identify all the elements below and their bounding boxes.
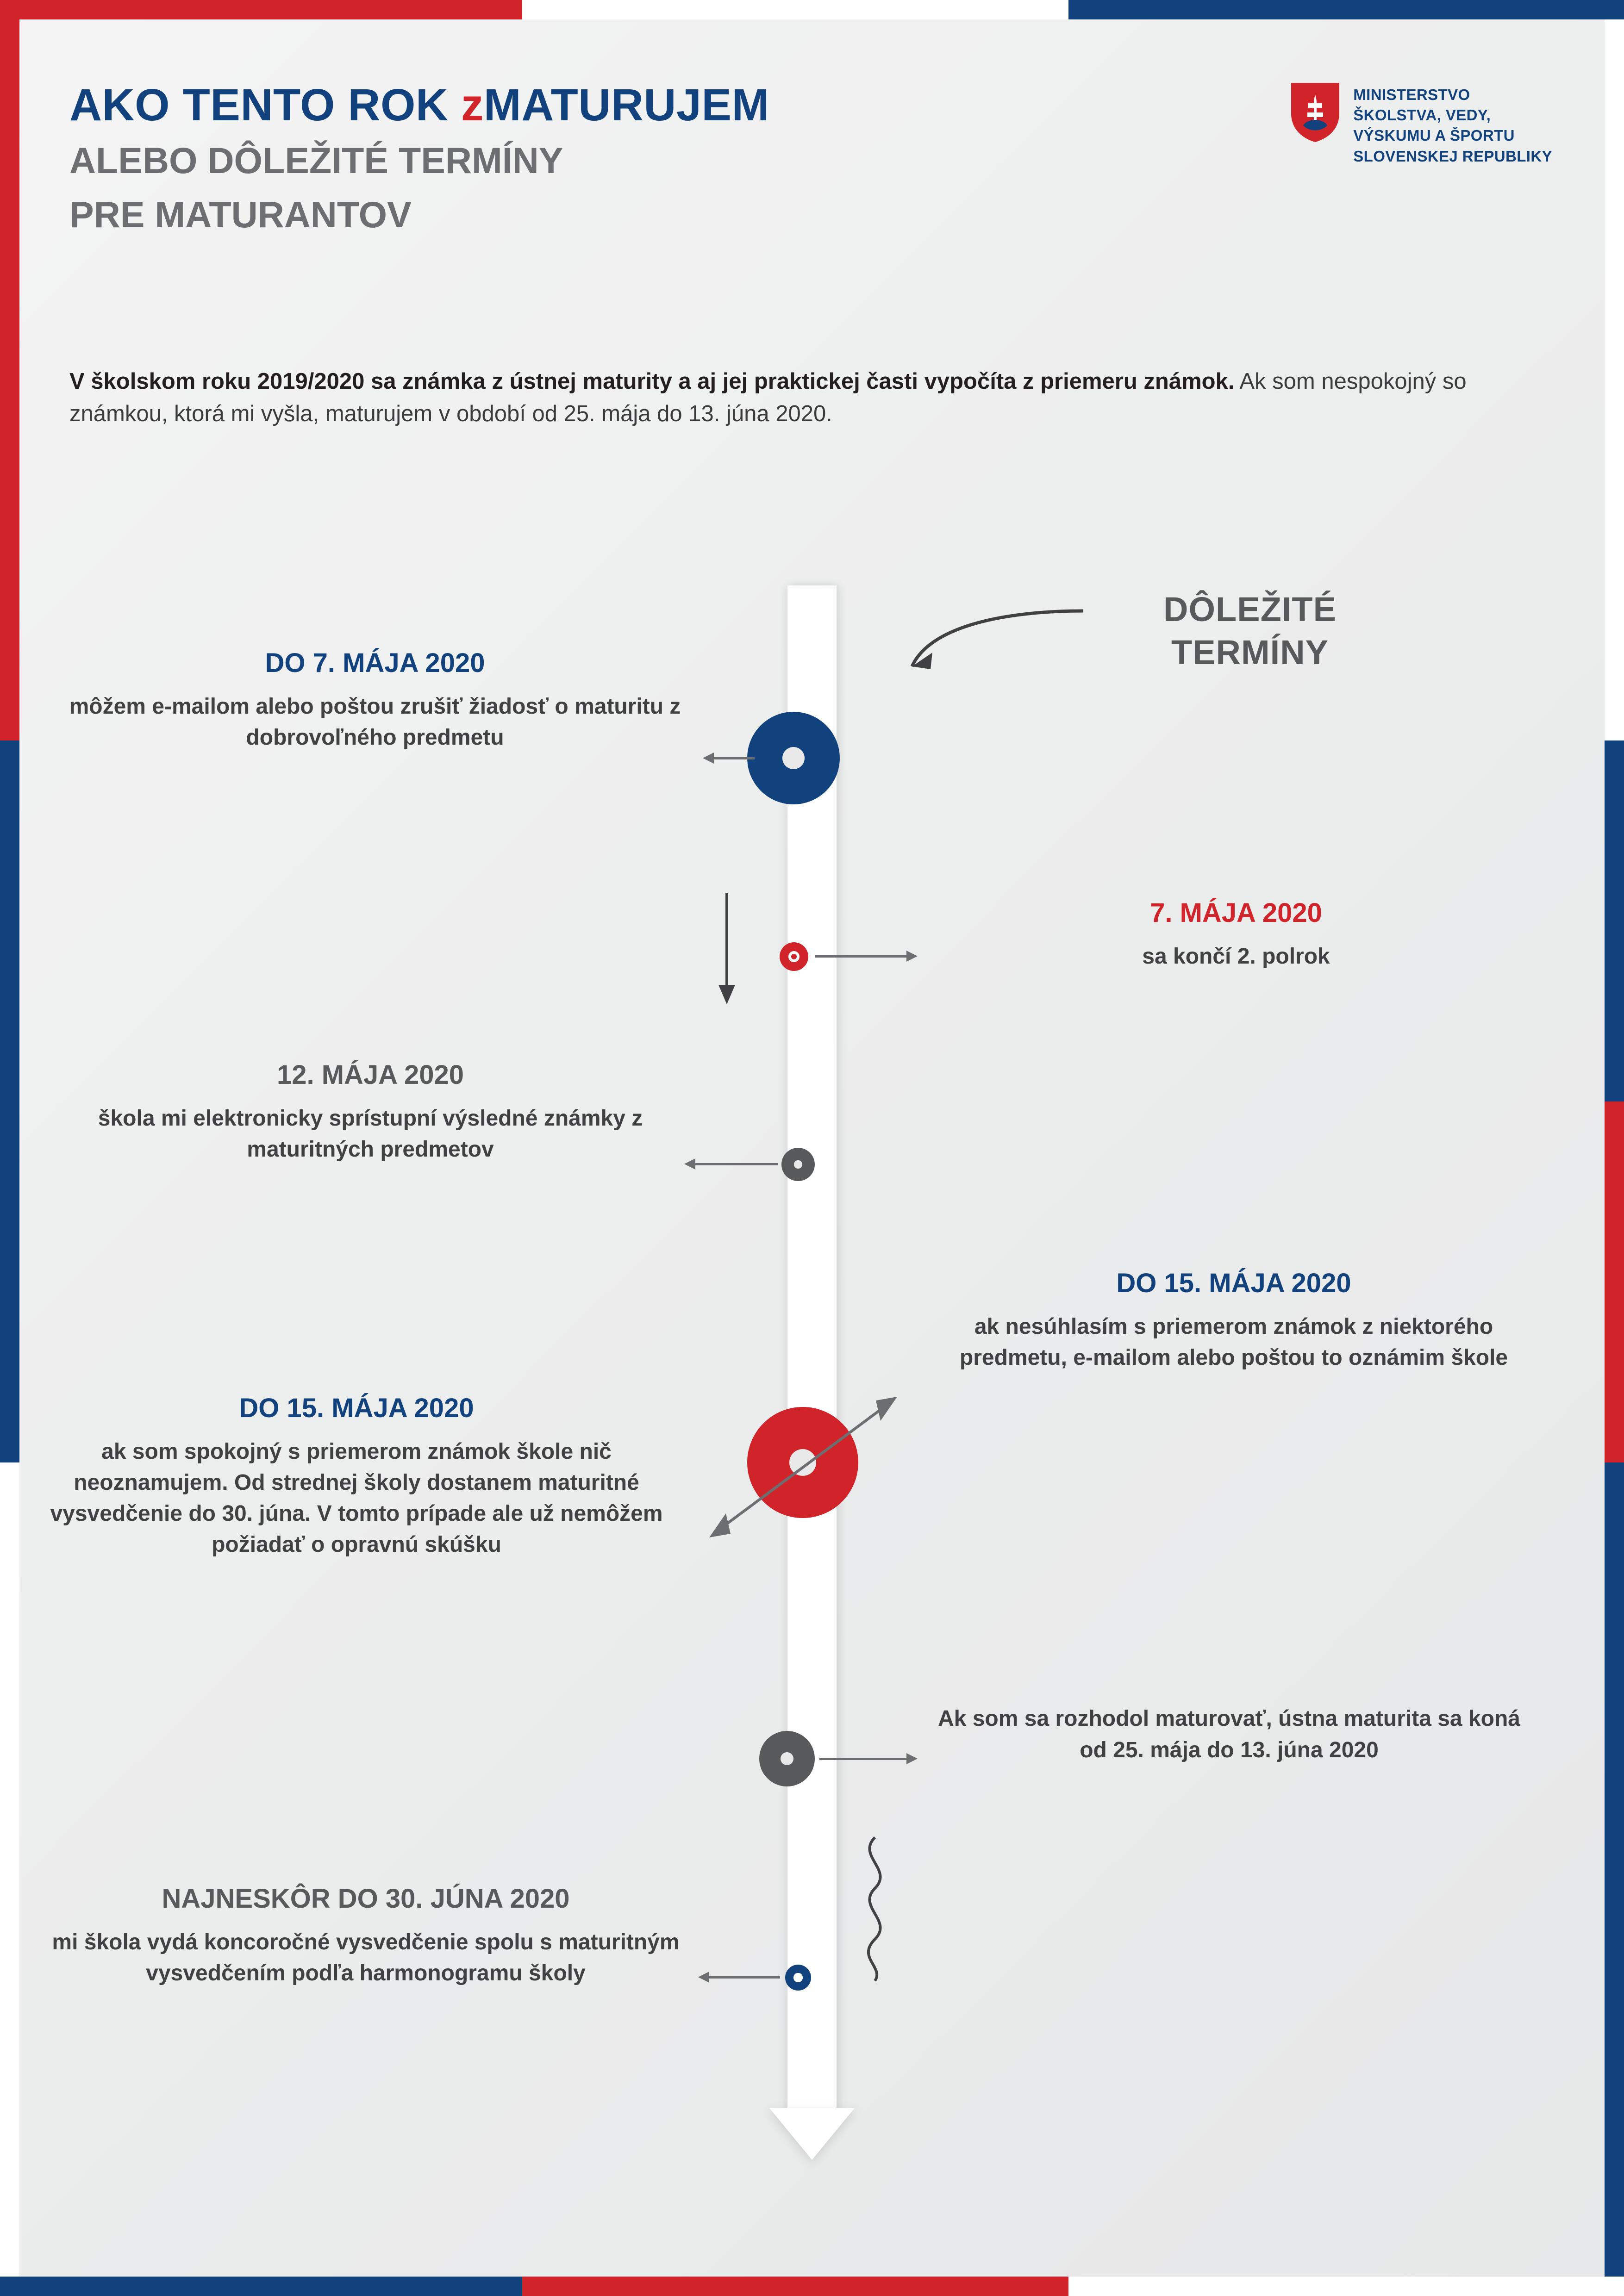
timeline-node-6 (759, 1731, 815, 1786)
bottom-bar-white (1068, 2277, 1624, 2296)
title-line-1-part-b: MATURUJEM (483, 80, 769, 130)
ministry-logo (1289, 81, 1552, 167)
ministry-line-3: VÝSKUMU A ŠPORTU (1353, 127, 1515, 144)
timeline-node-3 (781, 1148, 815, 1181)
page-title (69, 81, 1134, 238)
timeline-entry-4-desc: ak nesúhlasím s priemerom známok z niektorého predmetu, e-mailom alebo poštou to oznámim škole (959, 1314, 1508, 1370)
section-label-line-2: TERMÍNY (1171, 633, 1329, 672)
left-strip-blue (0, 740, 19, 1462)
timeline-node-1 (747, 712, 840, 804)
title-line-1-part-a: AKO TENTO ROK (69, 80, 461, 130)
timeline-node-7 (785, 1965, 811, 1991)
ministry-name (1353, 81, 1552, 167)
timeline-node-7-core (793, 1973, 802, 1982)
timeline-entry-6-desc: Ak som sa rozhodol maturovať, ústna maturita sa koná od 25. mája do 13. júna 2020 (938, 1706, 1520, 1763)
title-line-3: PRE MATURANTOV (69, 193, 412, 235)
top-bar-blue (1068, 0, 1624, 19)
intro-rest: Ak som nespokojný so známkou, ktorá mi vyšla, maturujem v období od 25. mája do 13. júna 2020. (69, 369, 1467, 426)
timeline-axis (787, 585, 837, 2113)
intro-paragraph (69, 366, 1468, 430)
left-strip-white (0, 1462, 19, 2277)
timeline-entry-4 (935, 1268, 1532, 1373)
timeline-entry-7-date: NAJNESKÔR DO 30. JÚNA 2020 (162, 1884, 570, 1914)
timeline-arrow-head (769, 2108, 855, 2160)
timeline-entry-7-desc: mi škola vydá koncoročné vysvedčenie spolu s maturitným vysvedčením podľa harmonogramu školy (52, 1929, 680, 1985)
right-strip-red (1605, 1101, 1624, 1462)
curved-arrow-icon (898, 597, 1093, 685)
connector-6 (819, 1758, 907, 1760)
title-accent-letter: z (461, 80, 484, 130)
ministry-line-2: ŠKOLSTVA, VEDY, (1353, 106, 1491, 124)
timeline-entry-1 (56, 648, 694, 753)
timeline-node-2 (780, 942, 808, 971)
section-label-dolezite-terminy (1083, 588, 1417, 674)
top-bar-white (522, 0, 1068, 19)
timeline-node-1-core (782, 747, 805, 769)
right-strip-blue-lower (1605, 1462, 1624, 2277)
section-label-line-1: DÔLEŽITÉ (1163, 590, 1337, 628)
timeline-entry-2 (954, 898, 1518, 972)
timeline-node-3-core (794, 1160, 802, 1168)
timeline-entry-3 (56, 1060, 685, 1165)
right-strip-white (1605, 19, 1624, 740)
right-strip-blue (1605, 740, 1624, 1101)
double-arrow-icon (667, 1375, 954, 1560)
ministry-line-1: MINISTERSTVO (1353, 86, 1470, 103)
timeline-node-6-core (781, 1752, 794, 1766)
timeline-entry-5 (28, 1393, 685, 1560)
timeline-entry-5-date: DO 15. MÁJA 2020 (239, 1393, 474, 1423)
bottom-bar-blue (0, 2277, 522, 2296)
top-bar-red (0, 0, 522, 19)
timeline-entry-1-desc: môžem e-mailom alebo poštou zrušiť žiadosť o maturitu z dobrovoľného predmetu (69, 694, 681, 750)
down-arrow-icon (713, 893, 741, 1009)
timeline-entry-3-date: 12. MÁJA 2020 (276, 1060, 464, 1090)
left-strip-red (0, 19, 19, 740)
ministry-line-4: SLOVENSKEJ REPUBLIKY (1353, 147, 1552, 165)
title-line-1 (69, 81, 1134, 130)
timeline-entry-5-desc: ak som spokojný s priemerom známok škole nič neoznamujem. Od strednej školy dostanem maturitné vysvedčenie do 30. júna. V tomto prípade ale už nemôžem požiadať o opravnú skúšku (50, 1439, 663, 1557)
title-line-2: ALEBO DÔLEŽITÉ TERMÍNY (69, 139, 563, 181)
bottom-bar-red (522, 2277, 1068, 2296)
timeline-entry-4-date: DO 15. MÁJA 2020 (1116, 1268, 1351, 1298)
connector-7 (708, 1976, 780, 1979)
timeline-entry-2-date: 7. MÁJA 2020 (1150, 898, 1322, 928)
timeline-entry-7 (37, 1884, 694, 1989)
connector-2 (815, 955, 907, 958)
timeline-entry-3-desc: škola mi elektronicky sprístupní výsledné známky z maturitných predmetov (98, 1106, 643, 1162)
squiggle-icon (847, 1833, 903, 1985)
timeline-entry-1-date: DO 7. MÁJA 2020 (265, 648, 485, 678)
intro-bold: V školskom roku 2019/2020 sa známka z ústnej maturity a aj jej praktickej časti vypočíta z priemeru známok. (69, 369, 1235, 394)
timeline-entry-2-desc: sa končí 2. polrok (1142, 944, 1330, 969)
connector-1 (713, 757, 755, 759)
slovak-coat-of-arms-icon (1289, 81, 1341, 144)
connector-3 (694, 1163, 778, 1165)
